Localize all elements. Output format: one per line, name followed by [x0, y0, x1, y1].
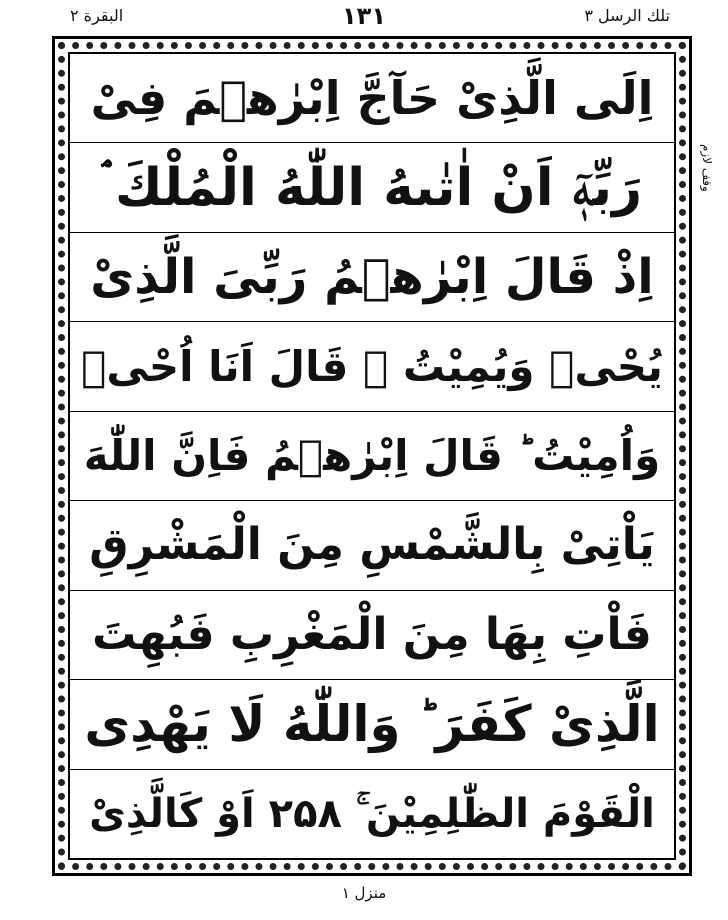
text-line-7: فَاْتِ بِهَا مِنَ الْمَغْرِبِ فَبُهِتَ	[70, 591, 674, 680]
text-line-9: الْقَوْمَ الظّٰلِمِيْنَ ۚ ۲۵۸ اَوْ كَالَّذِىْ	[89, 790, 655, 837]
text-block	[68, 52, 676, 860]
text-line-3: اِذْ قَالَ اِبْرٰهٖمُ رَبِّىَ الَّذِىْ	[70, 233, 674, 322]
text-line-6: يَاْتِىْ بِالشَّمْسِ مِنَ الْمَشْرِقِ	[70, 501, 674, 590]
surah-name: البقرة ۲	[70, 6, 124, 25]
text-line-2: رَبِّهٖٓ اَنْ اٰتٰىهُ اللّٰهُ الْمُلْكَ ۘ	[70, 143, 674, 232]
margin-stop-note: وقف لازم	[700, 144, 714, 192]
text-line-1: اِلَى الَّذِىْ حَآجَّ اِبْرٰهٖمَ فِىْ	[70, 54, 674, 143]
page-header	[0, 0, 728, 40]
juz-name: تلك الرسل ۳	[584, 6, 670, 25]
page-border	[52, 36, 692, 876]
text-line-5: وَاُمِيْتُ ؕ قَالَ اِبْرٰهٖمُ فَاِنَّ اللّٰهَ	[70, 412, 674, 501]
manzil-footer: منزل ۱	[341, 884, 387, 902]
text-line-8: الَّذِىْ كَفَرَ ؕ وَاللّٰهُ لَا يَهْدِى	[70, 680, 674, 769]
text-line-4: يُحْىٖ وَيُمِيْتُ ۙ قَالَ اَنَا اُحْىٖ	[70, 322, 674, 411]
page-number: ۱۳۱	[342, 2, 386, 30]
